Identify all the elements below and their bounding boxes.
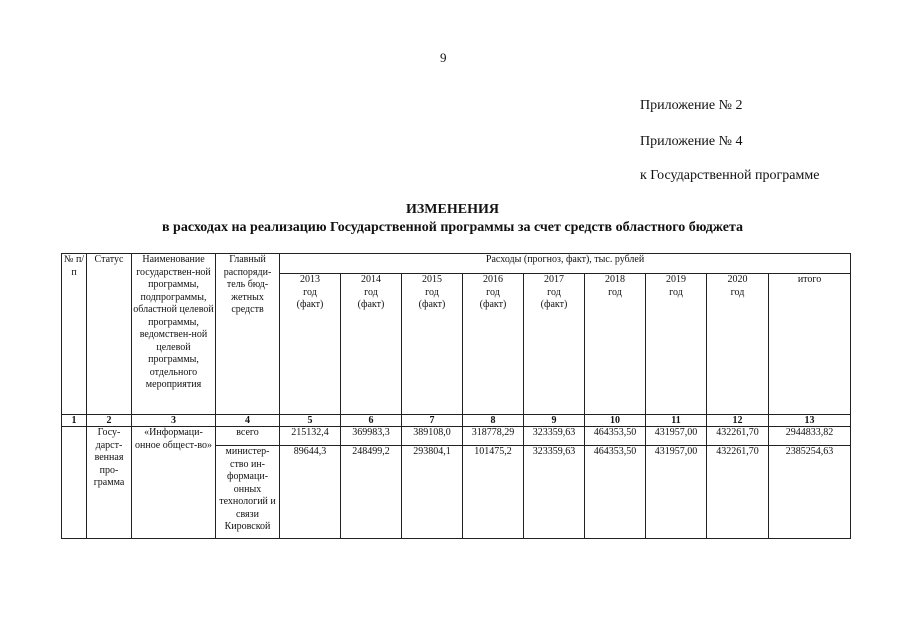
header-budget-manager: Главный распоряди-тель бюд-жетных средств [216,254,280,415]
value-cell: 369983,3 [341,427,402,446]
header-num: № п/п [62,254,87,415]
value-cell: 248499,2 [341,446,402,539]
appendix-line-3: к Государственной программе [640,168,820,183]
header-program-name: Наименование государствен-ной программы, подпрограммы, областной целевой программы, ведомствен-ной целевой программы, отдельного мероприятия [132,254,216,415]
appendix-line-2: Приложение № 4 [640,134,743,149]
column-number: 8 [463,415,524,427]
value-cell: 89644,3 [280,446,341,539]
header-year-2017: 2017 год (факт) [524,274,585,415]
value-cell: 323359,63 [524,446,585,539]
column-number: 11 [646,415,707,427]
row-program-name: «Информаци-онное общест-во» [132,427,216,539]
value-cell: 2385254,63 [769,446,851,539]
header-status: Статус [87,254,132,415]
value-cell: 432261,70 [707,446,769,539]
column-number: 13 [769,415,851,427]
column-number: 6 [341,415,402,427]
table-row [62,427,851,446]
column-number: 9 [524,415,585,427]
column-number: 4 [216,415,280,427]
value-cell: 215132,4 [280,427,341,446]
document-title: ИЗМЕНЕНИЯ [406,202,499,217]
document-subtitle: в расходах на реализацию Государственной программы за счет средств областного бюджета [161,220,744,235]
value-cell: 2944833,82 [769,427,851,446]
value-cell: 389108,0 [402,427,463,446]
header-year-2016: 2016 год (факт) [463,274,524,415]
column-number: 3 [132,415,216,427]
value-cell: 101475,2 [463,446,524,539]
value-cell: 323359,63 [524,427,585,446]
value-cell: 431957,00 [646,446,707,539]
header-year-2019: 2019 год [646,274,707,415]
column-number: 1 [62,415,87,427]
header-total: итого [769,274,851,415]
header-year-2013: 2013 год (факт) [280,274,341,415]
header-year-2015: 2015 год (факт) [402,274,463,415]
value-cell: 293804,1 [402,446,463,539]
header-year-2014: 2014 год (факт) [341,274,402,415]
value-cell: 464353,50 [585,427,646,446]
row-manager: министер-ство ин-формаци-онных технологий и связи Кировской [216,446,280,539]
column-number: 12 [707,415,769,427]
row-status: Госу-дарст-венная про-грамма [87,427,132,539]
column-number: 7 [402,415,463,427]
value-cell: 464353,50 [585,446,646,539]
column-number: 5 [280,415,341,427]
value-cell: 431957,00 [646,427,707,446]
column-number: 10 [585,415,646,427]
header-year-2020: 2020 год [707,274,769,415]
column-number: 2 [87,415,132,427]
header-year-2018: 2018 год [585,274,646,415]
page-number: 9 [440,50,447,65]
row-number-cell [62,427,87,539]
header-expenses: Расходы (прогноз, факт), тыс. рублей [280,254,851,274]
column-number-row [62,415,851,427]
expenses-table [61,253,851,539]
value-cell: 318778,29 [463,427,524,446]
value-cell: 432261,70 [707,427,769,446]
row-manager: всего [216,427,280,446]
appendix-line-1: Приложение № 2 [640,98,743,113]
